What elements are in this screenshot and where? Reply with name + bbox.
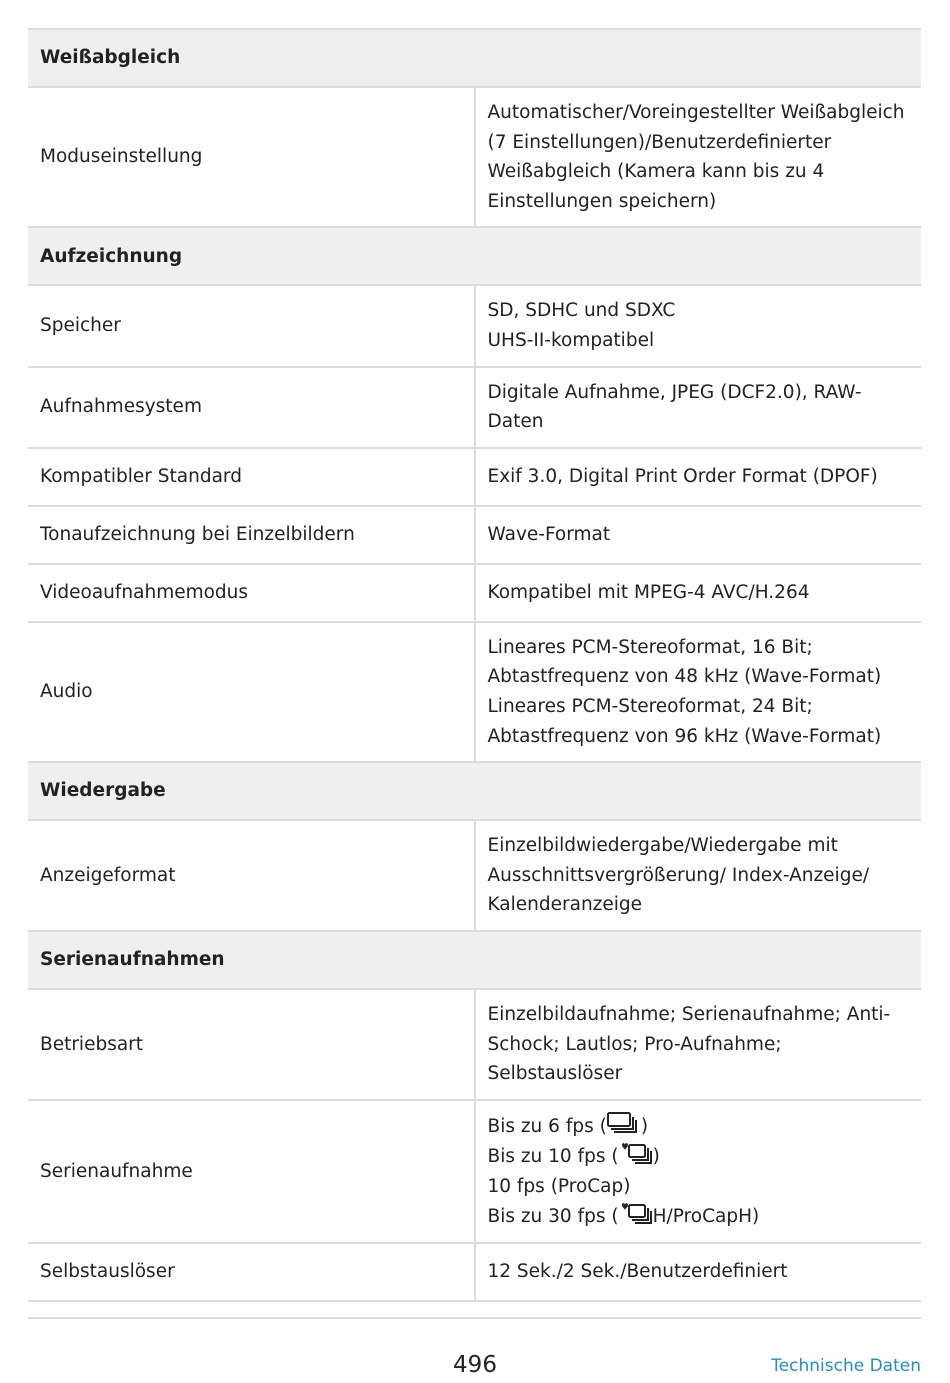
spec-label: Aufnahmesystem (28, 367, 475, 448)
spec-label: Selbstauslöser (28, 1243, 475, 1301)
silent-sequential-shooting-icon (619, 1141, 653, 1165)
spec-value (475, 1243, 922, 1301)
burst-line (488, 1141, 910, 1172)
spec-row-sequential-shooting (28, 1100, 921, 1243)
spec-label: Anzeigeformat (28, 820, 475, 931)
spec-value-line: UHS-II-kompatibel (487, 329, 655, 351)
spec-label: Tonaufzeichnung bei Einzelbildern (28, 506, 475, 564)
spec-row-self-timer (28, 1243, 921, 1301)
spec-value-line: Lineares PCM-Stereoformat, 16 Bit; Abtastfrequenz von 48 kHz (Wave-Format) (487, 636, 882, 688)
spec-value (475, 87, 922, 227)
spec-value (475, 506, 922, 564)
section-title: Serienaufnahmen (28, 931, 921, 989)
spec-value (475, 285, 922, 366)
spec-value-line: Lineares PCM-Stereoformat, 24 Bit; Abtastfrequenz von 96 kHz (Wave-Format) (487, 695, 882, 747)
section-title: Weißabgleich (28, 29, 921, 87)
spec-value-line: SD, SDHC und SDXC (487, 300, 676, 322)
spec-row-compatible-standard (28, 448, 921, 506)
section-header-recording (28, 227, 921, 285)
spec-value (475, 448, 922, 506)
spec-row-drive-mode (28, 989, 921, 1100)
spec-value (475, 820, 922, 931)
burst-line (488, 1172, 910, 1202)
spec-value (475, 1100, 922, 1243)
spec-row-memory (28, 285, 921, 366)
section-title: Aufzeichnung (28, 227, 921, 285)
spec-value-line: 12 Sek./2 Sek./Benutzerdefiniert (487, 1261, 788, 1283)
spec-value-line: Einzelbildaufnahme; Serienaufnahme; Anti-Schock; Lautlos; Pro-Aufnahme; Selbstauslöser (487, 1003, 891, 1085)
section-header-white-balance (28, 29, 921, 87)
spec-label: Audio (28, 622, 475, 762)
sequential-shooting-icon (607, 1111, 641, 1135)
spec-table (28, 28, 921, 1302)
spec-row-video-recording-mode (28, 564, 921, 622)
spec-row-still-sound-recording (28, 506, 921, 564)
spec-label: Kompatibler Standard (28, 448, 475, 506)
spec-value-line: Digitale Aufnahme, JPEG (DCF2.0), RAW-Daten (487, 381, 862, 433)
burst-line-suffix: ) (640, 1115, 649, 1137)
footer-divider (28, 1317, 921, 1319)
spec-value-line: Automatischer/Voreingestellter Weißabgleich (7 Einstellungen)/Benutzerdefinierter Weißabgleich (Kamera kann bis zu 4 Einstellungen speichern) (487, 102, 905, 212)
section-header-sequential-shooting (28, 931, 921, 989)
burst-line-suffix: ) (652, 1146, 660, 1168)
spec-value-line: Kompatibel mit MPEG-4 AVC/H.264 (487, 581, 810, 603)
spec-row-mode-setting (28, 87, 921, 227)
spec-value-line: Einzelbildwiedergabe/Wiedergabe mit Ausschnittsvergrößerung/ Index-Anzeige/ Kalenderanzeige (487, 835, 870, 916)
silent-sequential-shooting-icon (619, 1201, 653, 1225)
burst-line (488, 1201, 910, 1232)
spec-label: Moduseinstellung (28, 87, 475, 227)
spec-label: Betriebsart (28, 989, 475, 1100)
section-title: Wiedergabe (28, 762, 921, 820)
burst-line-text: 10 fps (ProCap) (487, 1175, 631, 1197)
spec-row-recording-system (28, 367, 921, 448)
spec-value-line: Wave-Format (487, 523, 611, 545)
burst-line-text: Bis zu 30 fps ( (487, 1206, 619, 1228)
section-header-playback (28, 762, 921, 820)
spec-row-audio (28, 622, 921, 762)
spec-label: Videoaufnahmemodus (28, 564, 475, 622)
spec-label: Serienaufnahme (28, 1100, 475, 1243)
section-link-technical-data[interactable]: Technische Daten (771, 1356, 921, 1376)
burst-line (488, 1111, 910, 1142)
spec-value (475, 564, 922, 622)
page-number: 496 (453, 1352, 497, 1378)
burst-line-text: Bis zu 6 fps ( (487, 1115, 607, 1137)
spec-value (475, 367, 922, 448)
spec-value-line: Exif 3.0, Digital Print Order Format (DPOF) (487, 465, 878, 487)
spec-value (475, 622, 922, 762)
burst-line-text: Bis zu 10 fps ( (487, 1146, 619, 1168)
spec-row-display-format (28, 820, 921, 931)
burst-line-suffix: H/ProCapH) (652, 1206, 760, 1228)
spec-label: Speicher (28, 285, 475, 366)
spec-value (475, 989, 922, 1100)
